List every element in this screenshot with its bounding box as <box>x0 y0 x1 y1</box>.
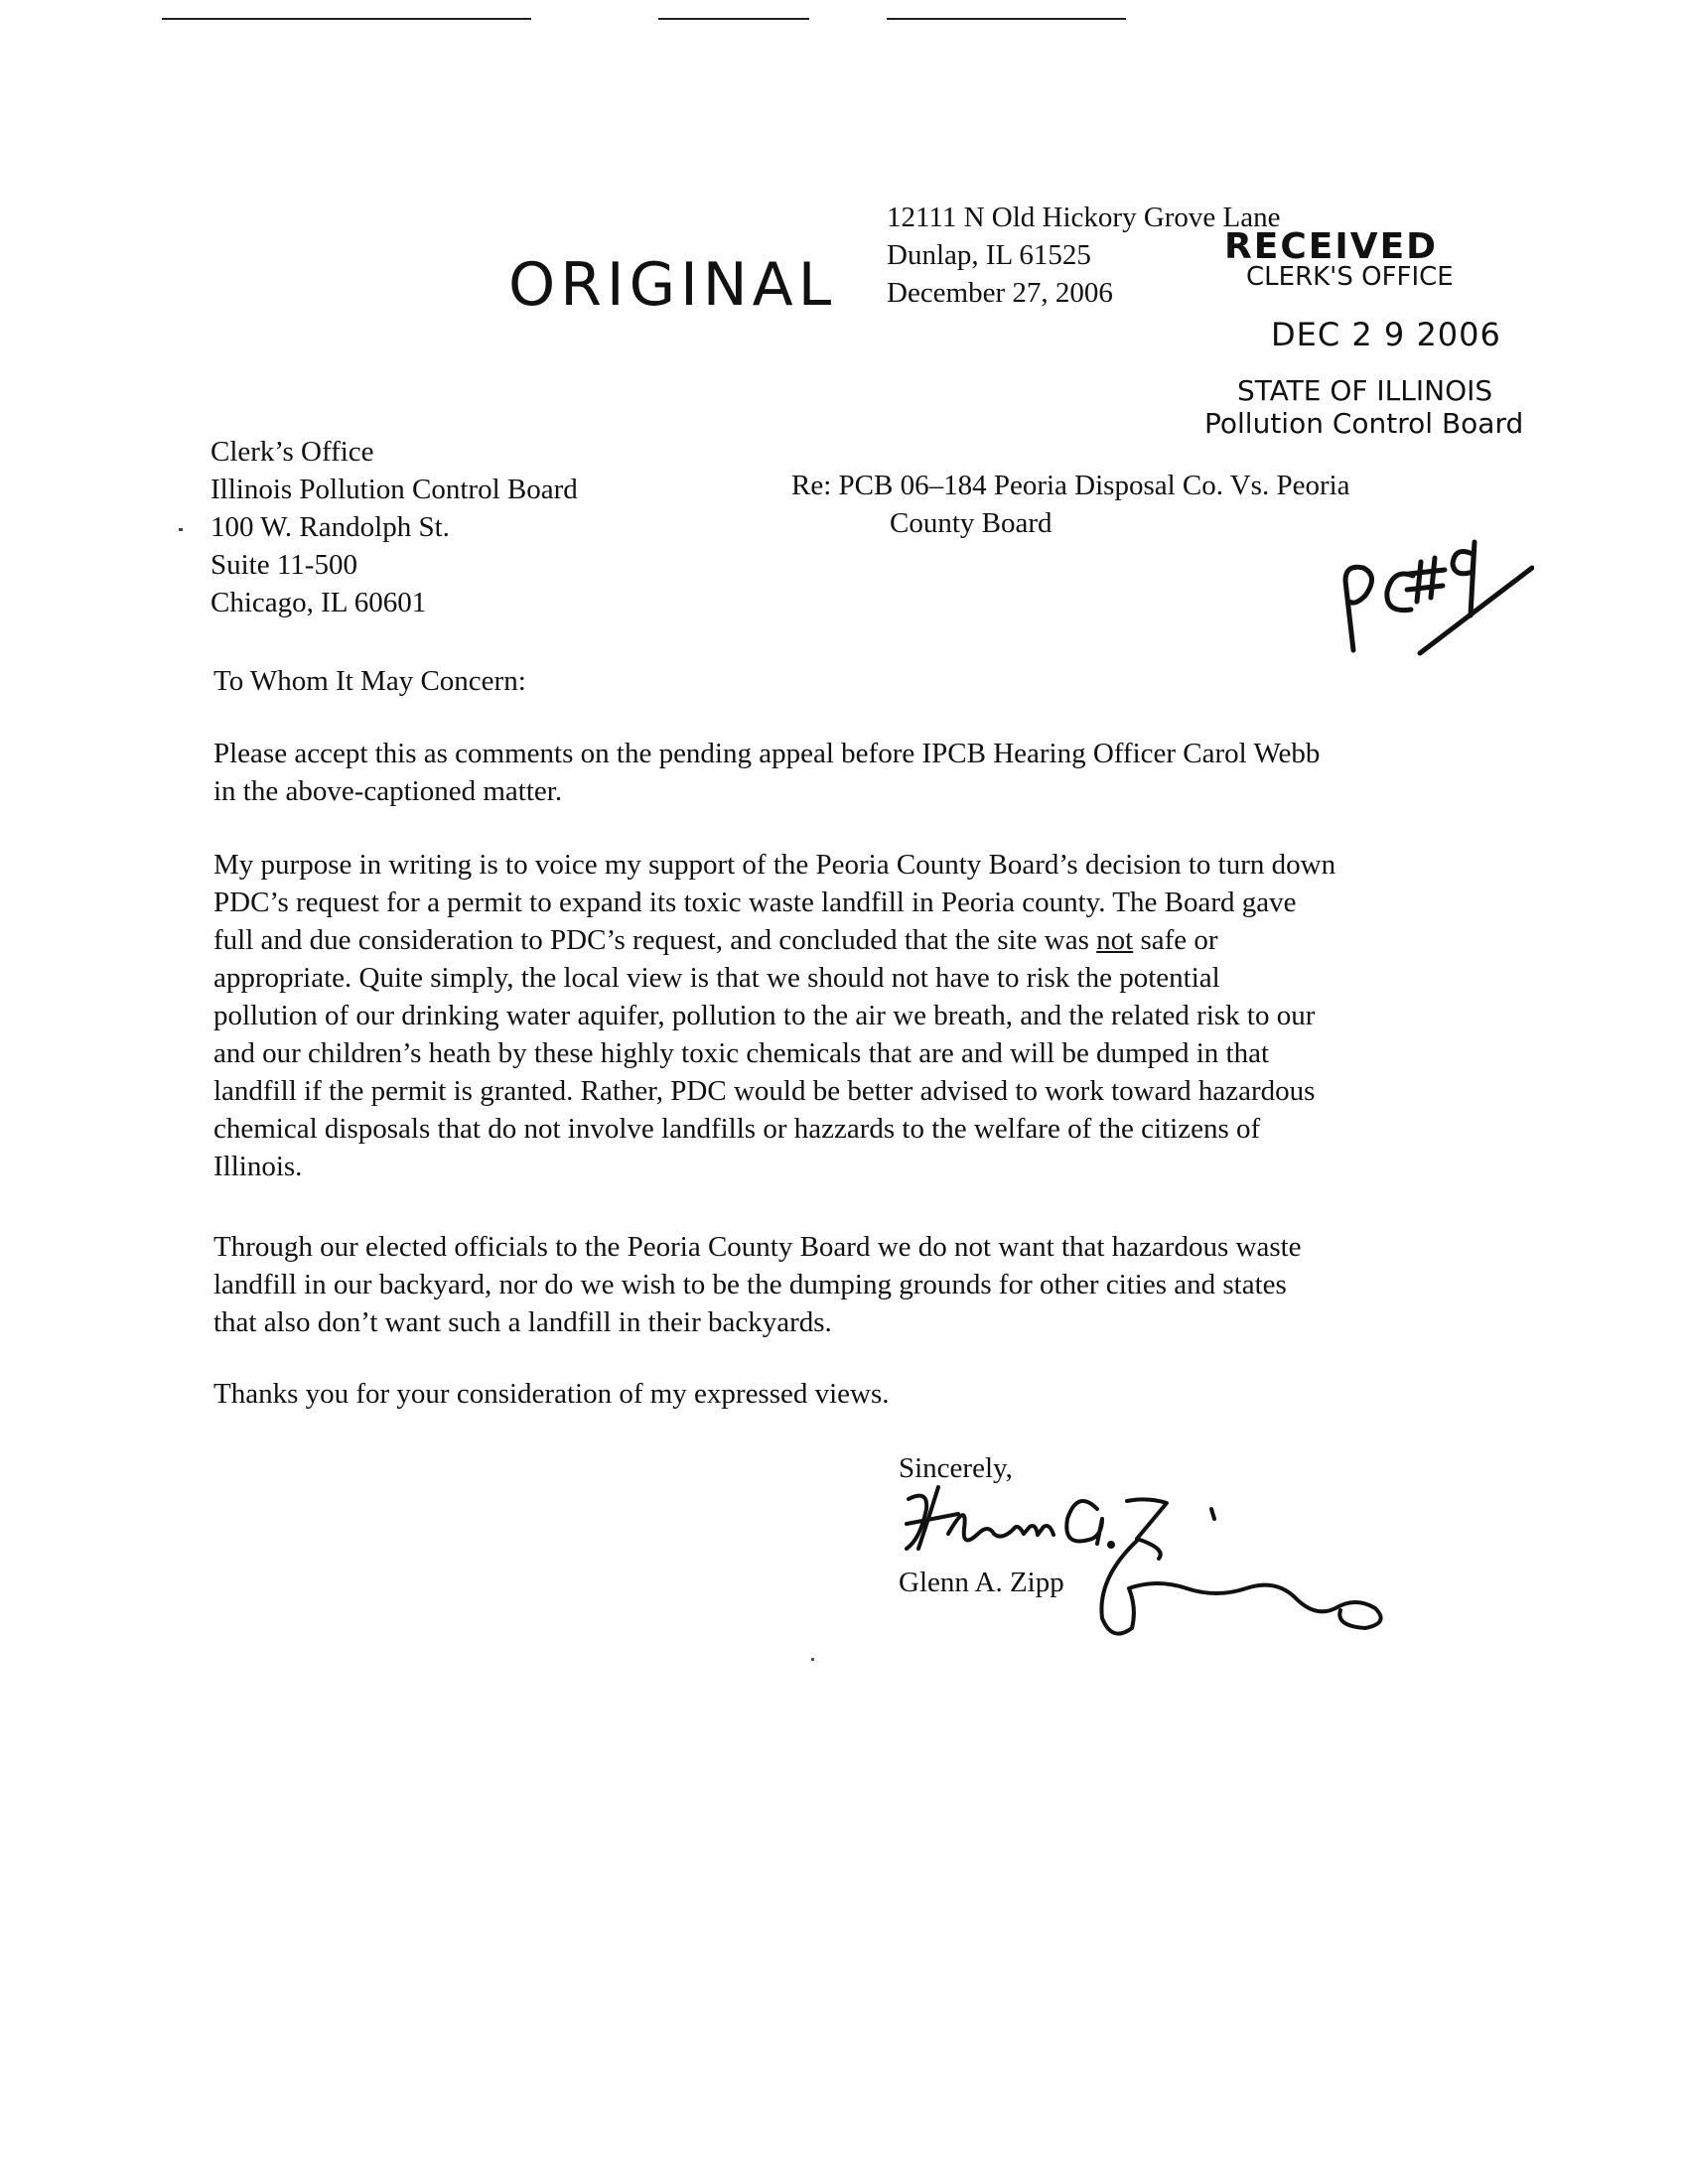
paragraph-2-line-4: appropriate. Quite simply, the local view is that we should not have to risk the potential <box>213 962 1220 994</box>
emphasis-not: not <box>1096 924 1134 956</box>
paragraph-4-line-1: Thanks you for your consideration of my expressed views. <box>213 1378 890 1410</box>
paragraph-2-line-5: pollution of our drinking water aquifer, pollution to the air we breath, and the related risk to our <box>213 1000 1316 1031</box>
top-rule-1 <box>162 18 531 20</box>
paragraph-2-line-3 <box>213 921 1504 959</box>
sender-street: 12111 N Old Hickory Grove Lane <box>887 202 1281 233</box>
paragraph-2-line-8: chemical disposals that do not involve landfills or hazzards to the welfare of the citizens of <box>213 1113 1261 1145</box>
received-stamp-label: RECEIVED <box>1224 226 1439 267</box>
received-stamp-board: Pollution Control Board <box>1204 407 1524 440</box>
re-line-2: County Board <box>890 507 1052 539</box>
paragraph-3-line-2: landfill in our backyard, nor do we wish to be the dumping grounds for other cities and states <box>213 1269 1287 1300</box>
sender-city: Dunlap, IL 61525 <box>887 239 1091 271</box>
letter-date: December 27, 2006 <box>887 277 1113 309</box>
paragraph-3-line-3: that also don’t want such a landfill in their backyards. <box>213 1306 832 1338</box>
paragraph-2-line-2: PDC’s request for a permit to expand its toxic waste landfill in Peoria county. The Board gave <box>213 887 1297 918</box>
stray-dot-2 <box>811 1658 814 1661</box>
salutation: To Whom It May Concern: <box>213 665 526 697</box>
handwritten-pc9-mark <box>1335 516 1534 665</box>
recipient-line-4: Suite 11-500 <box>210 549 357 581</box>
paragraph-2-line-6: and our children’s heath by these highly toxic chemicals that are and will be dumped in that <box>213 1037 1270 1069</box>
closing: Sincerely, <box>899 1452 1013 1484</box>
received-stamp-date: DEC 2 9 2006 <box>1271 316 1501 353</box>
re-line-1: Re: PCB 06–184 Peoria Disposal Co. Vs. Peoria <box>791 470 1350 501</box>
paragraph-2 <box>213 846 1504 1185</box>
top-rule-3 <box>887 18 1126 20</box>
recipient-line-2: Illinois Pollution Control Board <box>210 474 578 505</box>
paragraph-2-line-9: Illinois. <box>213 1151 303 1182</box>
recipient-line-1: Clerk’s Office <box>210 436 374 468</box>
paragraph-2-line-7: landfill if the permit is granted. Rather, PDC would be better advised to work toward hazardous <box>213 1075 1316 1107</box>
top-rule-2 <box>658 18 809 20</box>
paragraph-4 <box>213 1375 1504 1413</box>
paragraph-2-line-3-a: full and due consideration to PDC’s request, and concluded that the site was <box>213 924 1097 956</box>
paragraph-3-line-1: Through our elected officials to the Peoria County Board we do not want that hazardous waste <box>213 1231 1302 1263</box>
paragraph-1-line-2: in the above-captioned matter. <box>213 775 563 807</box>
stray-dot <box>179 528 183 531</box>
signer-name: Glenn A. Zipp <box>899 1567 1064 1598</box>
original-stamp: ORIGINAL <box>508 250 837 320</box>
sender-address <box>887 199 1281 312</box>
recipient-line-3: 100 W. Randolph St. <box>210 511 450 543</box>
received-stamp-state: STATE OF ILLINOIS <box>1237 374 1493 407</box>
recipient-address <box>210 433 578 621</box>
paragraph-3 <box>213 1228 1504 1341</box>
recipient-line-5: Chicago, IL 60601 <box>210 587 427 618</box>
paragraph-1-line-1: Please accept this as comments on the pending appeal before IPCB Hearing Officer Carol Webb <box>213 738 1321 769</box>
paragraph-2-line-1: My purpose in writing is to voice my support of the Peoria County Board’s decision to turn down <box>213 849 1336 881</box>
paragraph-2-line-3-c: safe or <box>1133 924 1218 956</box>
re-line <box>791 467 1350 542</box>
paragraph-1 <box>213 735 1504 810</box>
received-stamp-office: CLERK'S OFFICE <box>1246 262 1454 292</box>
